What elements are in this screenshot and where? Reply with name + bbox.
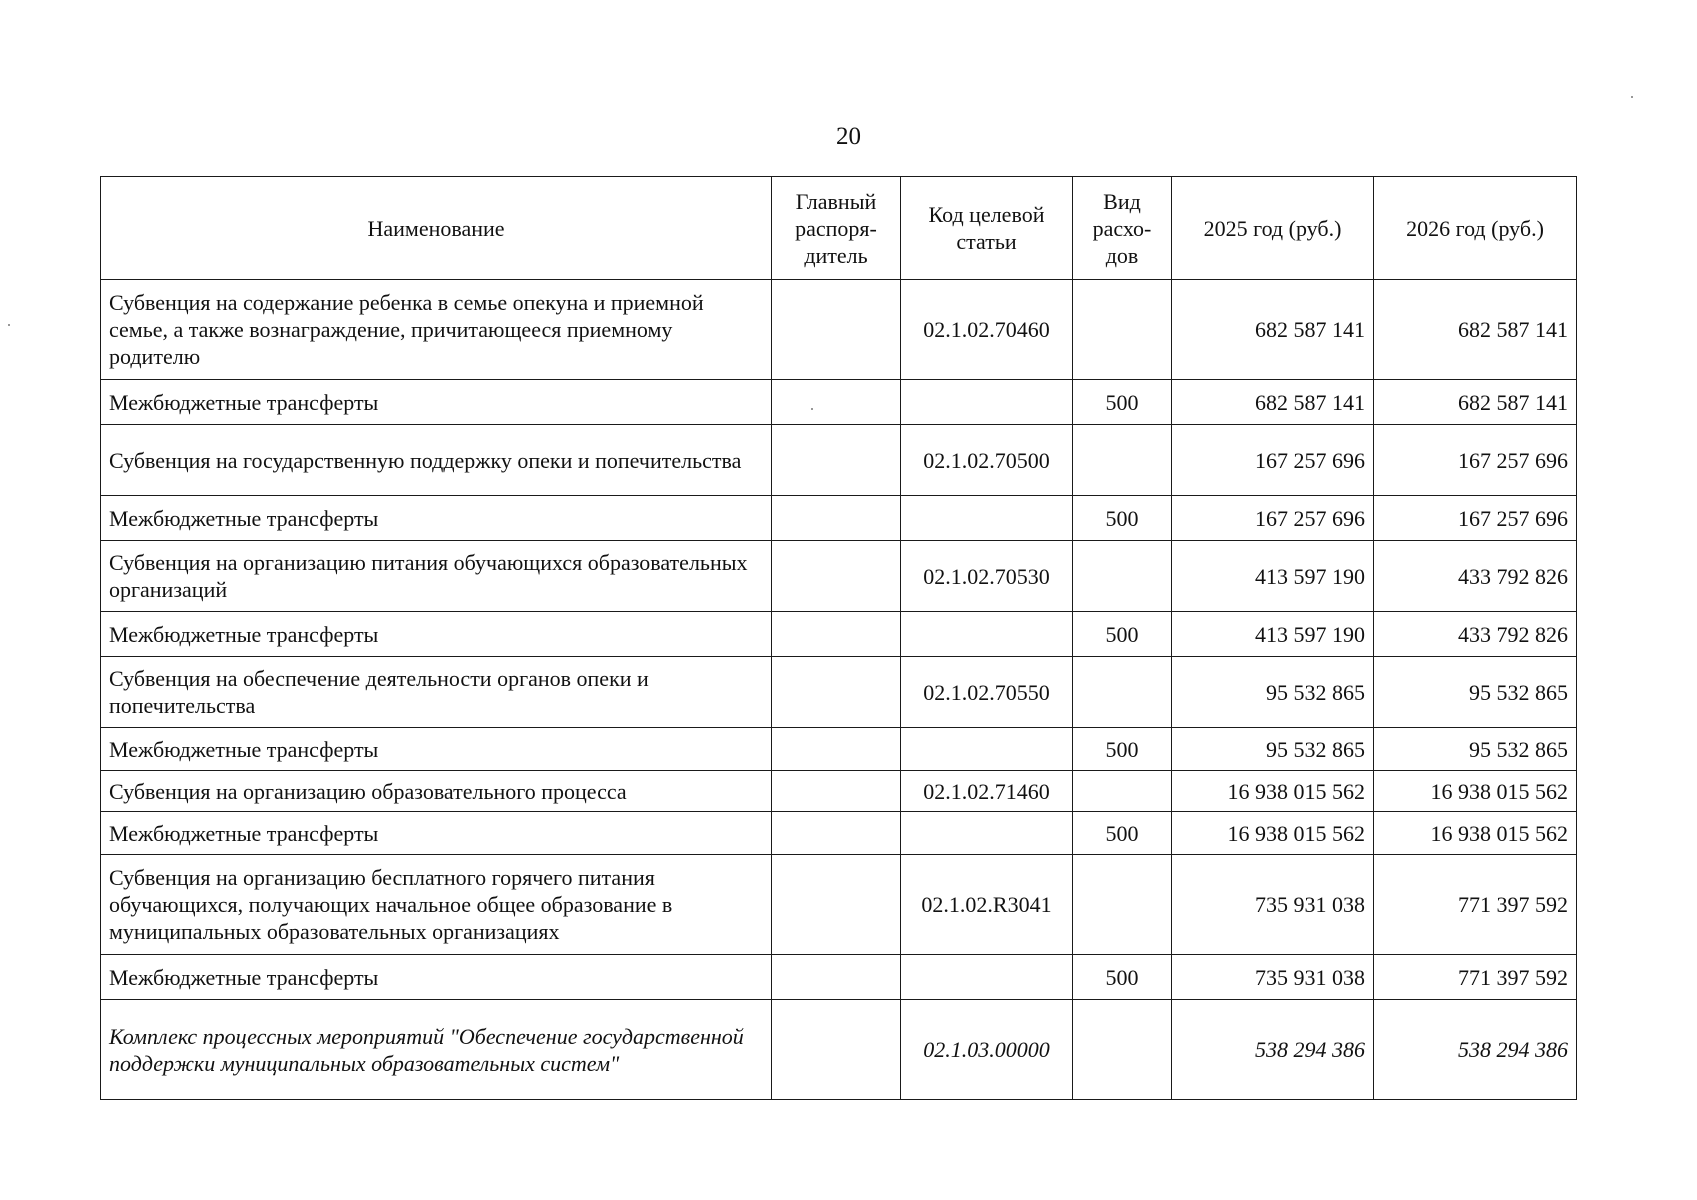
row-code: 02.1.02.70460 <box>901 280 1073 380</box>
table-row <box>101 541 1577 612</box>
scan-speck <box>8 324 10 326</box>
row-code: 02.1.03.00000 <box>901 1000 1073 1100</box>
row-amount-2025: 538 294 386 <box>1172 1000 1374 1100</box>
table-header-row <box>101 177 1577 280</box>
table-row <box>101 1000 1577 1100</box>
row-kind <box>1073 280 1172 380</box>
row-manager <box>772 541 901 612</box>
row-manager <box>772 380 901 425</box>
row-code: 02.1.02.71460 <box>901 771 1073 812</box>
row-manager <box>772 855 901 955</box>
row-code <box>901 496 1073 541</box>
row-name: Субвенция на организацию бесплатного горячего питания обучающихся, получающих начальное общее образование в муниципальных образовательных организациях <box>101 855 772 955</box>
row-amount-2026: 95 532 865 <box>1374 728 1577 771</box>
row-amount-2026: 771 397 592 <box>1374 955 1577 1000</box>
row-amount-2025: 413 597 190 <box>1172 612 1374 657</box>
row-amount-2026: 538 294 386 <box>1374 1000 1577 1100</box>
row-amount-2025: 95 532 865 <box>1172 728 1374 771</box>
row-amount-2026: 167 257 696 <box>1374 425 1577 496</box>
row-amount-2025: 735 931 038 <box>1172 855 1374 955</box>
row-kind: 500 <box>1073 955 1172 1000</box>
table-row <box>101 728 1577 771</box>
row-kind <box>1073 425 1172 496</box>
row-code: 02.1.02.R3041 <box>901 855 1073 955</box>
row-manager <box>772 612 901 657</box>
header-code: Код целевой статьи <box>901 177 1073 280</box>
header-2025: 2025 год (руб.) <box>1172 177 1374 280</box>
row-amount-2025: 167 257 696 <box>1172 425 1374 496</box>
row-manager <box>772 496 901 541</box>
row-amount-2026: 16 938 015 562 <box>1374 771 1577 812</box>
row-kind <box>1073 771 1172 812</box>
table-row <box>101 380 1577 425</box>
row-amount-2025: 413 597 190 <box>1172 541 1374 612</box>
table-row <box>101 771 1577 812</box>
row-kind: 500 <box>1073 728 1172 771</box>
table-row <box>101 280 1577 380</box>
row-name: Межбюджетные трансферты <box>101 612 772 657</box>
header-name: Наименование <box>101 177 772 280</box>
row-manager <box>772 1000 901 1100</box>
row-name: Субвенция на содержание ребенка в семье опекуна и приемной семье, а также вознаграждение, причитающееся приемному родителю <box>101 280 772 380</box>
table-row <box>101 612 1577 657</box>
row-name: Субвенция на государственную поддержку опеки и попечительства <box>101 425 772 496</box>
row-name: Межбюджетные трансферты <box>101 380 772 425</box>
row-name: Субвенция на организацию образовательного процесса <box>101 771 772 812</box>
page-number: 20 <box>836 123 861 150</box>
table-row <box>101 812 1577 855</box>
row-kind <box>1073 541 1172 612</box>
row-kind: 500 <box>1073 496 1172 541</box>
scan-speck <box>1631 96 1633 98</box>
table-row <box>101 425 1577 496</box>
row-kind: 500 <box>1073 612 1172 657</box>
table-row <box>101 496 1577 541</box>
row-name: Межбюджетные трансферты <box>101 728 772 771</box>
row-code: 02.1.02.70550 <box>901 657 1073 728</box>
row-amount-2025: 167 257 696 <box>1172 496 1374 541</box>
row-kind <box>1073 657 1172 728</box>
table-row <box>101 955 1577 1000</box>
row-manager <box>772 657 901 728</box>
table-row <box>101 855 1577 955</box>
row-amount-2025: 16 938 015 562 <box>1172 771 1374 812</box>
row-amount-2025: 16 938 015 562 <box>1172 812 1374 855</box>
row-amount-2026: 433 792 826 <box>1374 541 1577 612</box>
row-manager <box>772 771 901 812</box>
table-row <box>101 657 1577 728</box>
row-code <box>901 612 1073 657</box>
row-amount-2025: 682 587 141 <box>1172 280 1374 380</box>
row-amount-2026: 433 792 826 <box>1374 612 1577 657</box>
row-amount-2026: 167 257 696 <box>1374 496 1577 541</box>
row-manager <box>772 812 901 855</box>
row-code: 02.1.02.70500 <box>901 425 1073 496</box>
row-kind <box>1073 855 1172 955</box>
row-name: Субвенция на организацию питания обучающихся образовательных организаций <box>101 541 772 612</box>
row-code: 02.1.02.70530 <box>901 541 1073 612</box>
header-kind: Вид расхо-дов <box>1073 177 1172 280</box>
row-kind: 500 <box>1073 812 1172 855</box>
row-amount-2026: 771 397 592 <box>1374 855 1577 955</box>
row-code <box>901 812 1073 855</box>
row-name: Комплекс процессных мероприятий "Обеспечение государственной поддержки муниципальных образовательных систем" <box>101 1000 772 1100</box>
row-name: Субвенция на обеспечение деятельности органов опеки и попечительства <box>101 657 772 728</box>
row-kind <box>1073 1000 1172 1100</box>
row-name: Межбюджетные трансферты <box>101 955 772 1000</box>
row-amount-2026: 682 587 141 <box>1374 280 1577 380</box>
row-manager <box>772 955 901 1000</box>
row-manager <box>772 280 901 380</box>
row-amount-2025: 95 532 865 <box>1172 657 1374 728</box>
row-name: Межбюджетные трансферты <box>101 496 772 541</box>
scan-speck <box>811 408 813 410</box>
row-amount-2026: 682 587 141 <box>1374 380 1577 425</box>
row-code <box>901 728 1073 771</box>
budget-table <box>100 176 1577 1100</box>
header-manager: Главный распоря-дитель <box>772 177 901 280</box>
row-code <box>901 955 1073 1000</box>
row-amount-2025: 735 931 038 <box>1172 955 1374 1000</box>
row-amount-2025: 682 587 141 <box>1172 380 1374 425</box>
row-kind: 500 <box>1073 380 1172 425</box>
row-code <box>901 380 1073 425</box>
row-amount-2026: 95 532 865 <box>1374 657 1577 728</box>
row-amount-2026: 16 938 015 562 <box>1374 812 1577 855</box>
row-manager <box>772 728 901 771</box>
row-manager <box>772 425 901 496</box>
header-2026: 2026 год (руб.) <box>1374 177 1577 280</box>
row-name: Межбюджетные трансферты <box>101 812 772 855</box>
